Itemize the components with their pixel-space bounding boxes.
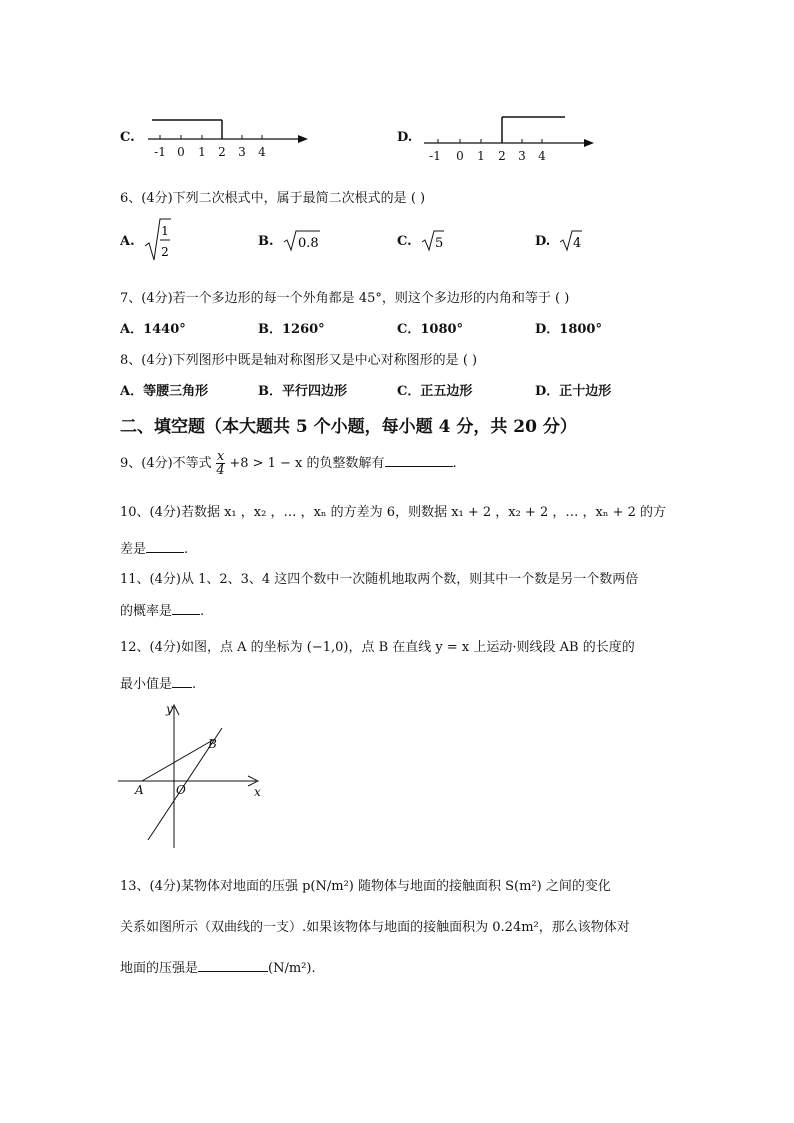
question-13-line-3 bbox=[120, 957, 316, 976]
y-axis-label: y bbox=[166, 702, 173, 716]
q9-answer-blank[interactable] bbox=[385, 454, 453, 467]
number-line-c bbox=[140, 112, 315, 162]
point-b-label: B bbox=[208, 737, 217, 751]
tick-label: -1 bbox=[429, 149, 441, 162]
segment-ab bbox=[142, 740, 213, 781]
q10-answer-blank[interactable] bbox=[146, 540, 184, 553]
q8-option-c: C．正五边形 bbox=[397, 384, 473, 399]
tick-label: 2 bbox=[218, 145, 226, 159]
x-axis-label: x bbox=[254, 785, 261, 799]
q7-option-b: B．1260° bbox=[258, 322, 325, 337]
question-11-line-1: 11、(4分)从 1、2、3、4 这四个数中一次随机地取两个数，则其中一个数是另一个数两倍 bbox=[120, 572, 639, 587]
q6-option-c-radical bbox=[420, 228, 446, 252]
q6-option-a-denominator: 2 bbox=[161, 245, 169, 259]
section-2-title: 二、填空题（本大题共 5 个小题，每小题 4 分，共 20 分） bbox=[120, 417, 577, 437]
q9-fraction-numerator: x bbox=[216, 449, 225, 464]
question-6-stem: 6、(4分)下列二次根式中，属于最简二次根式的是 ( ) bbox=[120, 191, 426, 206]
q9-suffix: 的负整数解有 bbox=[302, 456, 385, 471]
q11-line2-prefix: 的概率是 bbox=[120, 604, 173, 619]
q6-option-c-radicand: 5 bbox=[435, 236, 444, 251]
q13-unit: (N/m²) bbox=[268, 961, 312, 976]
q9-end: . bbox=[452, 456, 457, 471]
q7-option-d: D．1800° bbox=[535, 322, 602, 337]
question-11-line-2 bbox=[120, 600, 204, 619]
tick-label: 4 bbox=[538, 149, 546, 162]
question-8-stem: 8、(4分)下列图形中既是轴对称图形又是中心对称图形的是 ( ) bbox=[120, 353, 478, 368]
q12-line2-prefix: 最小值是 bbox=[120, 677, 173, 692]
q6-option-b-label: B. bbox=[258, 234, 274, 249]
q7-option-c: C．1080° bbox=[397, 322, 464, 337]
q13-line3-prefix: 地面的压强是 bbox=[120, 961, 199, 976]
q13-answer-blank[interactable] bbox=[198, 959, 268, 972]
question-7-stem: 7、(4分)若一个多边形的每一个外角都是 45°，则这个多边形的内角和等于 ( ) bbox=[120, 291, 570, 306]
q6-option-a-numerator: 1 bbox=[161, 224, 169, 238]
tick-label: -1 bbox=[154, 145, 166, 159]
tick-label: 3 bbox=[518, 149, 526, 162]
q9-fraction bbox=[216, 450, 225, 477]
tick-label: 1 bbox=[477, 149, 485, 162]
tick-label: 0 bbox=[177, 145, 185, 159]
q6-option-a-radical bbox=[143, 216, 173, 264]
q6-option-a-label: A. bbox=[120, 234, 135, 249]
tick-label: 0 bbox=[456, 149, 464, 162]
point-a-label: A bbox=[135, 783, 144, 797]
option-c-label: C. bbox=[120, 130, 135, 145]
q8-option-b: B．平行四边形 bbox=[258, 384, 347, 399]
tick-label: 3 bbox=[238, 145, 246, 159]
question-13-line-1: 13、(4分)某物体对地面的压强 p(N/m²) 随物体与地面的接触面积 S(m²) 之间的变化 bbox=[120, 879, 611, 894]
q9-prefix: 9、(4分)不等式 bbox=[120, 456, 212, 471]
q8-option-a: A．等腰三角形 bbox=[120, 384, 209, 399]
origin-label: O bbox=[176, 783, 186, 797]
q11-end: . bbox=[200, 604, 205, 619]
question-12-line-1: 12、(4分)如图，点 A 的坐标为 (−1,0)，点 B 在直线 y = x 上运动·则线段 AB 的长度的 bbox=[120, 640, 635, 655]
q12-answer-blank[interactable] bbox=[172, 675, 192, 688]
question-10-line-1: 10、(4分)若数据 x₁ ，x₂ ，… ，xₙ 的方差为 6，则数据 x₁ + 2 ，x₂ + 2 ，… ，xₙ + 2 的方 bbox=[120, 505, 667, 520]
number-line-d bbox=[420, 112, 600, 162]
option-d-label: D. bbox=[397, 130, 413, 145]
q6-option-b-radicand: 0.8 bbox=[298, 236, 319, 251]
q12-figure bbox=[112, 698, 272, 853]
question-9 bbox=[120, 449, 457, 479]
q6-option-c-label: C. bbox=[397, 234, 412, 249]
q13-end: . bbox=[311, 961, 316, 976]
q6-option-b-radical bbox=[282, 228, 322, 252]
q6-option-d-radical bbox=[558, 228, 584, 252]
question-10-line-2 bbox=[120, 538, 188, 557]
question-12-line-2 bbox=[120, 673, 196, 692]
q9-fraction-denominator: 4 bbox=[216, 463, 225, 478]
tick-label: 2 bbox=[498, 149, 506, 162]
q10-end: . bbox=[184, 542, 189, 557]
q11-answer-blank[interactable] bbox=[172, 602, 200, 615]
q9-expression: +8 > 1 − x bbox=[229, 456, 303, 471]
q8-option-d: D．正十边形 bbox=[535, 384, 612, 399]
question-13-line-2: 关系如图所示（双曲线的一支）.如果该物体与地面的接触面积为 0.24m²，那么该物体对 bbox=[120, 920, 630, 935]
q6-option-d-label: D. bbox=[535, 234, 551, 249]
q6-option-d-radicand: 4 bbox=[573, 236, 582, 251]
q7-option-a: A．1440° bbox=[120, 322, 186, 337]
q10-line2-prefix: 差是 bbox=[120, 542, 147, 557]
tick-label: 4 bbox=[258, 145, 266, 159]
q12-end: . bbox=[192, 677, 197, 692]
tick-label: 1 bbox=[198, 145, 206, 159]
